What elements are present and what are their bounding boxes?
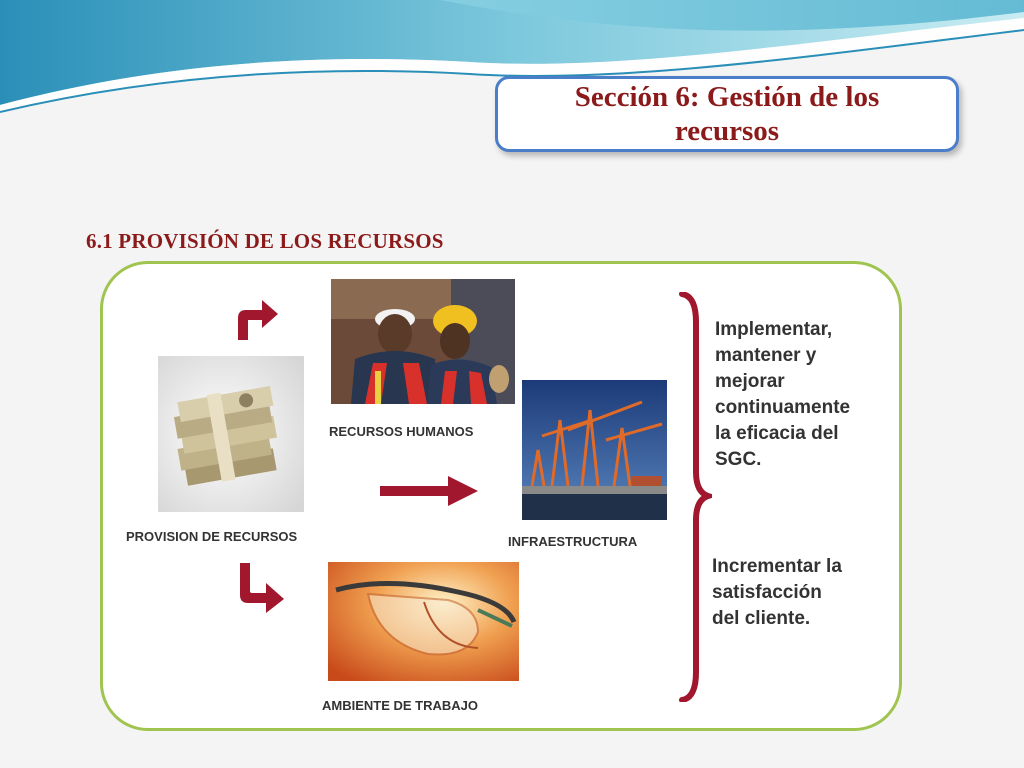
section-subtitle: 6.1 PROVISIÓN DE LOS RECURSOS xyxy=(86,229,444,253)
recursos-humanos-label: RECURSOS HUMANOS xyxy=(329,424,474,439)
title-box xyxy=(495,76,959,152)
arrow-up-right-icon xyxy=(232,298,280,342)
cranes-photo xyxy=(522,380,667,520)
provision-label: PROVISION DE RECURSOS xyxy=(126,529,298,544)
money-stack-photo xyxy=(158,356,304,512)
arrow-right-icon xyxy=(380,476,480,506)
outcome-text-2: Incrementar la satisfacción del cliente. xyxy=(712,556,842,629)
ambiente-de-trabajo-label: AMBIENTE DE TRABAJO xyxy=(322,698,479,713)
outcome-text-1: Implementar, mantener y mejorar continuamente la eficacia del SGC. xyxy=(715,319,851,470)
safety-glasses-photo xyxy=(328,562,519,681)
curly-brace-icon xyxy=(676,292,712,702)
workers-photo xyxy=(331,279,515,404)
slide-title: Sección 6: Gestión de los recursos xyxy=(574,81,880,147)
arrow-down-right-icon xyxy=(236,563,286,613)
infraestructura-label: INFRAESTRUCTURA xyxy=(508,534,638,549)
